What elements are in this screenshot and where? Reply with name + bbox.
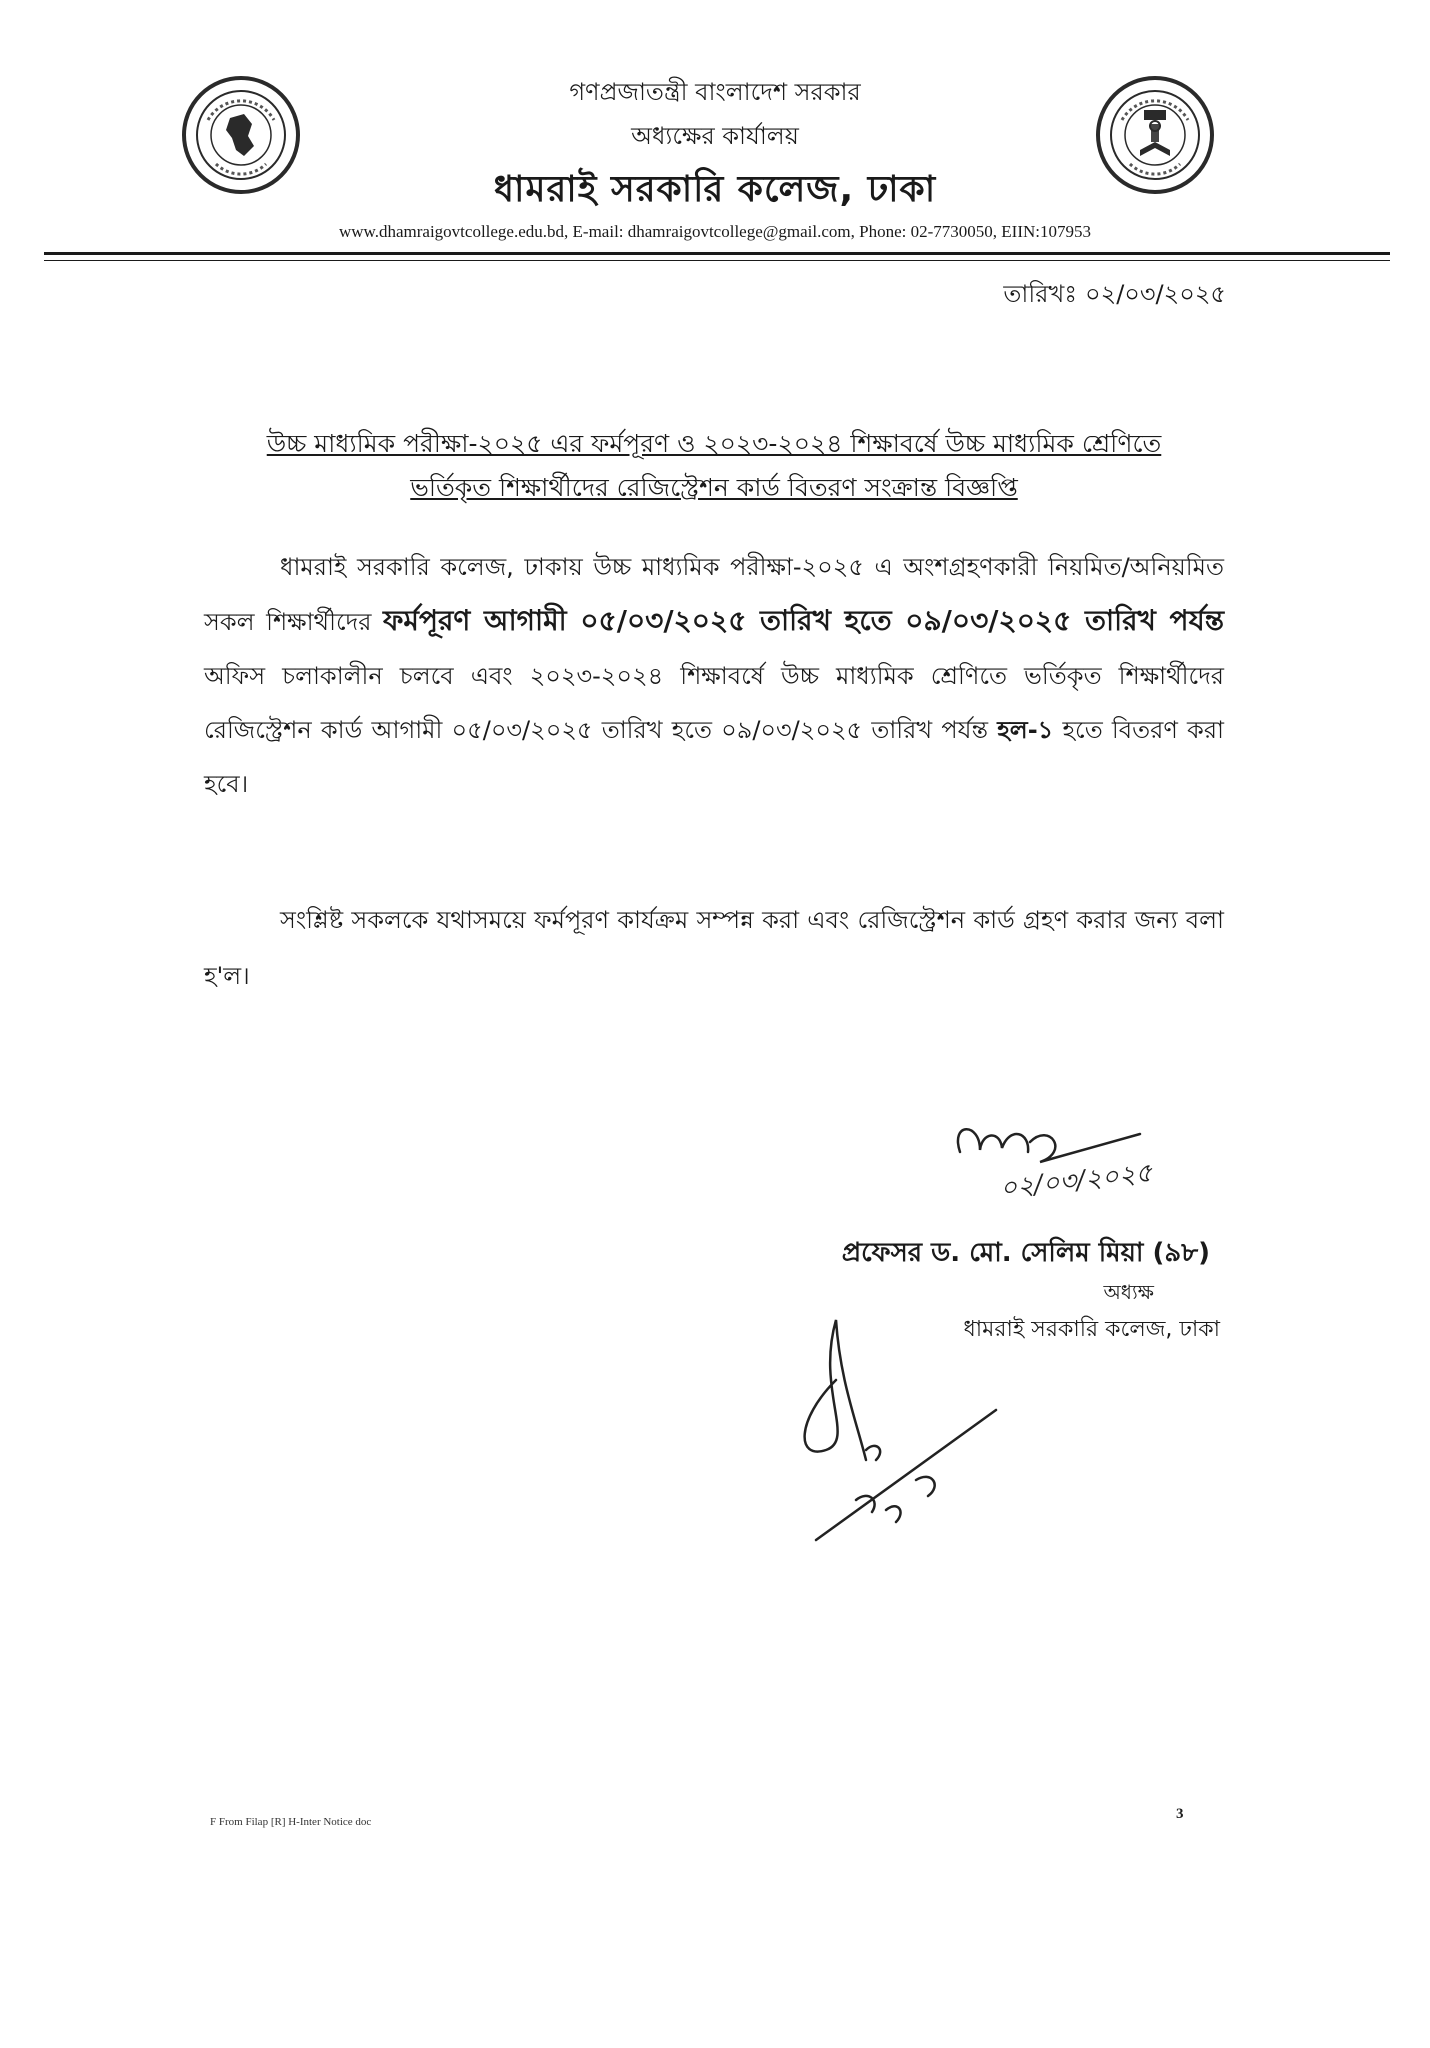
footer-file-path: F From Filap [R] H-Inter Notice doc (210, 1816, 372, 1828)
paragraph-1-text-b: অফিস চলাকালীন চলবে এবং ২০২৩-২০২৪ শিক্ষাবর্ষে উচ্চ মাধ্যমিক শ্রেণিতে ভর্তিকৃত শিক্ষার্থীদের রেজিস্ট্রেশন কার্ড আগামী ০৫/০৩/২০২৫ তারিখ হতে ০৯/০৩/২০২৫ তারিখ পর্যন্ত (204, 662, 1224, 744)
government-title: গণপ্রজাতন্ত্রী বাংলাদেশ সরকার (569, 78, 861, 106)
contact-info: www.dhamraigovtcollege.edu.bd, E-mail: dhamraigovtcollege@gmail.com, Phone: 02-7730050, EIIN:107953 (339, 222, 1091, 241)
paragraph-1-text-a: ধামরাই সরকারি কলেজ, ঢাকায় উচ্চ মাধ্যমিক পরীক্ষা-২০২৫ এ অংশগ্রহণকারী নিয়মিত/অনিয়মিত সকল শিক্ষার্থীদের (204, 553, 1224, 636)
notice-subject (204, 422, 1224, 510)
college-name: ধামরাই সরকারি কলেজ, ঢাকা (493, 169, 937, 210)
paragraph-1-bold-a: ফর্মপূরণ আগামী ০৫/০৩/২০২৫ তারিখ হতে ০৯/০৩/২০২৫ তারিখ পর্যন্ত (382, 604, 1224, 637)
subject-line-1: উচ্চ মাধ্যমিক পরীক্ষা-২০২৫ এর ফর্মপূরণ ও ২০২৩-২০২৪ শিক্ষাবর্ষে উচ্চ মাধ্যমিক শ্রেণিতে (266, 429, 1162, 458)
signature-handwritten-date: ০২/০৩/২০২৫ (998, 1158, 1154, 1204)
body-paragraph-2: সংশ্লিষ্ট সকলকে যথাসময়ে ফর্মপূরণ কার্যক্রম সম্পন্ন করা এবং রেজিস্ট্রেশন কার্ড গ্রহণ করার জন্য বলা হ'ল। (204, 906, 1224, 990)
body-paragraph-1 (204, 540, 1224, 811)
page-number: 3 (1176, 1806, 1184, 1822)
signer-office: ধামরাই সরকারি কলেজ, ঢাকা (963, 1317, 1220, 1342)
subject-line-2: ভর্তিকৃত শিক্ষার্থীদের রেজিস্ট্রেশন কার্ড বিতরণ সংক্রান্ত বিজ্ঞপ্তি (410, 473, 1018, 502)
date-value: ০২/০৩/২০২৫ (1085, 280, 1226, 308)
date-label: তারিখঃ (1003, 280, 1078, 308)
office-title: অধ্যক্ষের কার্যালয় (631, 122, 799, 150)
paragraph-1-bold-b: হল-১ (997, 716, 1054, 744)
header-divider-thin (44, 260, 1390, 261)
initial-signature-icon (756, 1300, 1006, 1550)
notice-date (1003, 276, 1226, 316)
header-divider-thick (44, 252, 1390, 255)
signer-name: প্রফেসর ড. মো. সেলিম মিয়া (৯৮) (841, 1238, 1210, 1268)
signer-title: অধ্যক্ষ (1103, 1280, 1154, 1304)
paragraph-1-text-c: হতে বিতরণ করা হবে। (204, 716, 1225, 798)
